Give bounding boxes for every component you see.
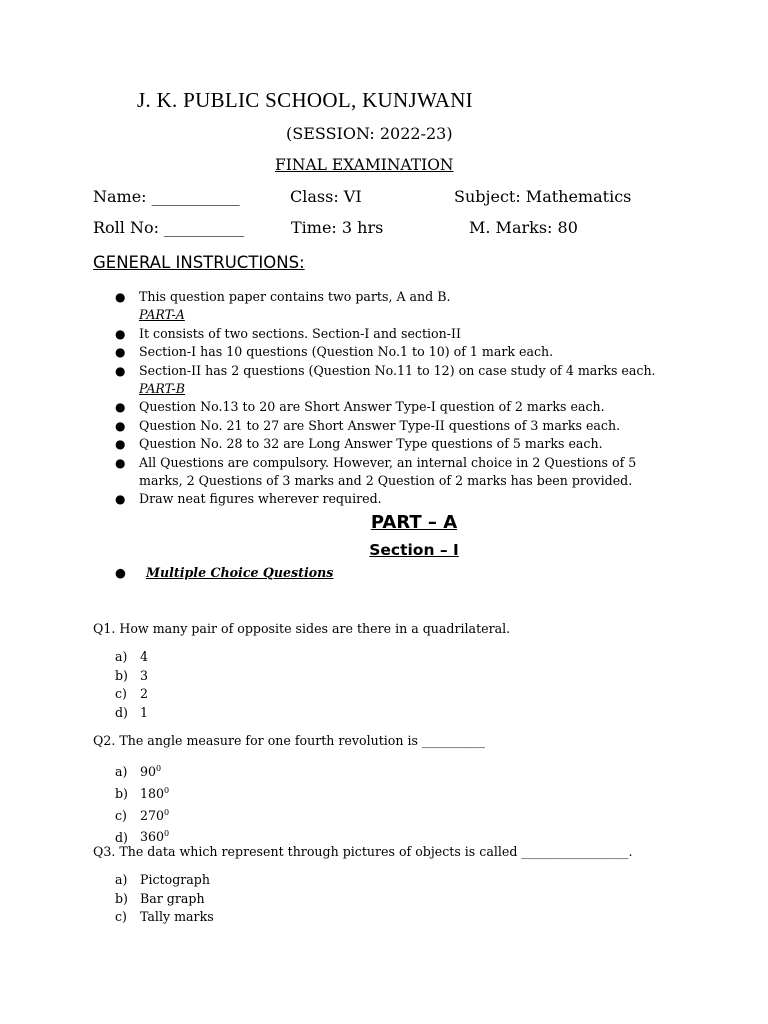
degree-superscript: 0 (164, 829, 170, 839)
list-item: ● Section-I has 10 questions (Question No.1 to 10) of 1 mark each. (93, 343, 683, 361)
list-item: ● Draw neat figures wherever required. (93, 490, 683, 508)
option-b: b) $180^0$ (115, 785, 170, 801)
school-name: J. K. PUBLIC SCHOOL, KUNJWANI (137, 88, 473, 112)
question-3: Q3. The data which represent through pictures of objects is called _________________. (93, 844, 633, 859)
roll-no-field: Roll No: __________ (93, 218, 245, 237)
part-a-label: PART-A (139, 307, 185, 323)
option-a: a) $90^0$ (115, 764, 162, 780)
list-item: ● Question No. 28 to 32 are Long Answer Type questions of 5 marks each. (93, 435, 683, 453)
max-marks-label: M. Marks: 80 (469, 218, 578, 237)
bullet-icon: ● (115, 400, 126, 415)
option-b: b) Bar graph (115, 890, 205, 906)
instructions-list (93, 288, 683, 509)
option-a: a) Pictograph (115, 872, 210, 887)
question-2: Q2. The angle measure for one fourth revolution is __________ (93, 733, 485, 748)
class-label: Class: VI (290, 187, 362, 206)
session: (SESSION: 2022-23) (286, 124, 453, 143)
degree-superscript: 0 (164, 785, 170, 795)
question-1-options (115, 648, 148, 722)
mcq-label: ● Multiple Choice Questions (115, 565, 334, 580)
bullet-icon: ● (115, 418, 126, 433)
bullet-icon: ● (115, 437, 126, 452)
bullet-icon: ● (115, 363, 126, 378)
option-a: a) 4 (115, 649, 149, 664)
option-d: d) $360^0$ (115, 829, 170, 845)
bullet-icon: ● (115, 492, 126, 507)
option-b: b) 3 (115, 667, 149, 683)
exam-title: FINAL EXAMINATION (275, 156, 454, 174)
name-field: Name: ___________ (93, 187, 240, 206)
degree-superscript: 0 (164, 807, 170, 817)
bullet-icon: ● (115, 290, 126, 304)
bullet-icon: ● (115, 565, 126, 580)
question-3-options (115, 871, 214, 927)
degree-superscript: 0 (156, 764, 162, 773)
bullet-icon: ● (115, 326, 126, 341)
bullet-icon: ● (115, 455, 126, 470)
list-item: ● Question No.13 to 20 are Short Answer Type-I question of 2 marks each. (93, 398, 683, 416)
time-label: Time: 3 hrs (291, 218, 384, 237)
option-d: d) 1 (115, 704, 149, 720)
general-instructions-heading: GENERAL INSTRUCTIONS: (93, 253, 305, 272)
list-item: ● It consists of two sections. Section-I and section-II (93, 325, 683, 343)
bullet-icon: ● (115, 345, 126, 360)
question-1: Q1. How many pair of opposite sides are there in a quadrilateral. (93, 621, 511, 636)
list-item: ● All Questions are compulsory. However, an internal choice in 2 Questions of 5 marks, 2 Questions of 3 marks and 2 Question of 2 marks has been provided. (115, 454, 637, 489)
list-item: ● This question paper contains two parts, A and B. (93, 288, 683, 306)
list-item: ● Question No. 21 to 27 are Short Answer Type-II questions of 3 marks each. (93, 417, 683, 435)
option-c: c) $270^0$ (115, 807, 170, 823)
part-a-heading: PART – A (370, 512, 458, 533)
option-c: c) 2 (115, 686, 149, 702)
subject-label: Subject: Mathematics (454, 187, 632, 206)
option-c: c) Tally marks (115, 909, 214, 925)
list-item: ● Section-II has 2 questions (Question No.11 to 12) on case study of 4 marks each. (93, 362, 683, 380)
question-2-options (115, 760, 169, 847)
part-b-label: PART-B (139, 381, 185, 397)
section-1-heading: Section – I (369, 541, 459, 559)
